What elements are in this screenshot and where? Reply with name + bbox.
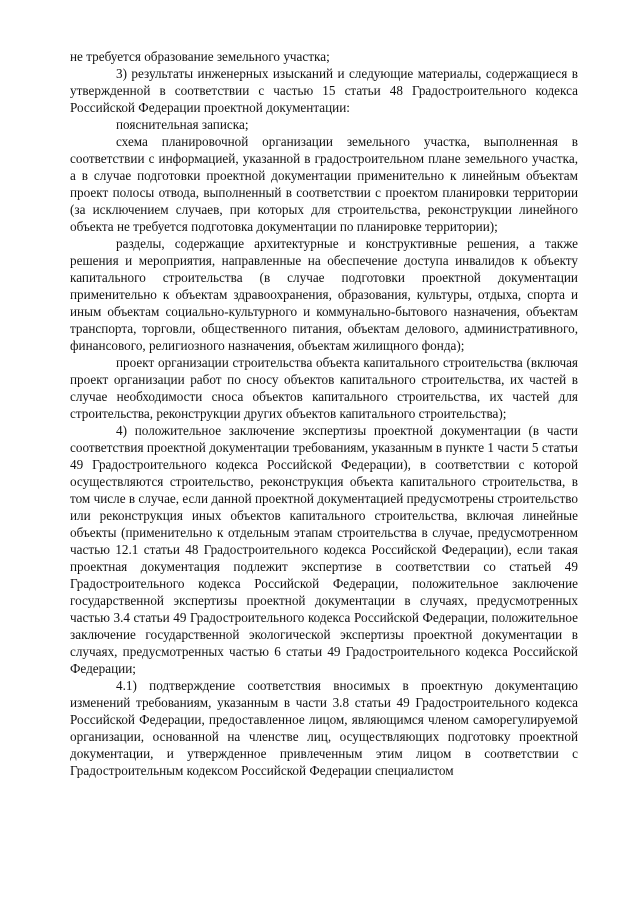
paragraph-explanatory-note: пояснительная записка;: [116, 117, 249, 132]
document-page: [70, 48, 578, 779]
paragraph-architectural-sections: разделы, содержащие архитектурные и конструктивные решения, а также решения и мероприятия, направленные на обеспечение доступа инвалидов к объекту капитального строительства (в случае подготовки проектной документации применительно к объектам здравоохранения, образования, культуры, отдыха, спорта и иным объектам социально-культурного и коммунально-бытового назначения, объектам транспорта, торговли, общественного питания, объектам делового, административного, финансового, религиозного назначения, объектам жилищного фонда);: [70, 236, 578, 353]
paragraph-item-4: 4) положительное заключение экспертизы проектной документации (в части соответствия проектной документации требованиям, указанным в пункте 1 части 5 статьи 49 Градостроительного кодекса Российской Федерации), в соответствии с которой осуществляются строительство, реконструкция объекта капитального строительства, в том числе в случае, если данной проектной документацией предусмотрены строительство или реконструкция иных объектов капитального строительства, включая линейные объекты (применительно к отдельным этапам строительства в случае, предусмотренном частью 12.1 статьи 48 Градостроительного кодекса Российской Федерации), если такая проектная документация подлежит экспертизе в соответствии со статьей 49 Градостроительного кодекса Российской Федерации, положительное заключение государственной экспертизы проектной документации в случаях, предусмотренных частью 3.4 статьи 49 Градостроительного кодекса Российской Федерации, положительное заключение государственной экологической экспертизы проектной документации в случаях, предусмотренных частью 6 статьи 49 Градостроительного кодекса Российской Федерации;: [70, 423, 578, 676]
paragraph-item-4-1: 4.1) подтверждение соответствия вносимых в проектную документацию изменений требованиям, указанным в части 3.8 статьи 49 Градостроительного кодекса Российской Федерации, предоставленное лицом, являющимся членом саморегулируемой организации, основанной на членстве лиц, осуществляющих подготовку проектной документации, и утвержденное привлеченным этим лицом в соответствии с Градостроительным кодексом Российской Федерации специалистом: [70, 678, 578, 778]
paragraph-continuation: не требуется образование земельного участка;: [70, 49, 330, 64]
paragraph-item-3: 3) результаты инженерных изысканий и следующие материалы, содержащиеся в утвержденной в соответствии с частью 15 статьи 48 Градостроительного кодекса Российской Федерации проектной документации:: [70, 66, 578, 115]
paragraph-site-plan-scheme: схема планировочной организации земельного участка, выполненная в соответствии с информацией, указанной в градостроительном плане земельного участка, а в случае подготовки проектной документации применительно к линейным объектам проект полосы отвода, выполненный в соответствии с проектом планировки территории (за исключением случаев, при которых для строительства, реконструкции линейного объекта не требуется подготовка документации по планировке территории);: [70, 134, 578, 234]
paragraph-construction-organization: проект организации строительства объекта капитального строительства (включая проект организации работ по сносу объектов капитального строительства, их частей в случае необходимости сноса объектов капитального строительства, их частей для строительства, реконструкции других объектов капитального строительства);: [70, 355, 578, 421]
